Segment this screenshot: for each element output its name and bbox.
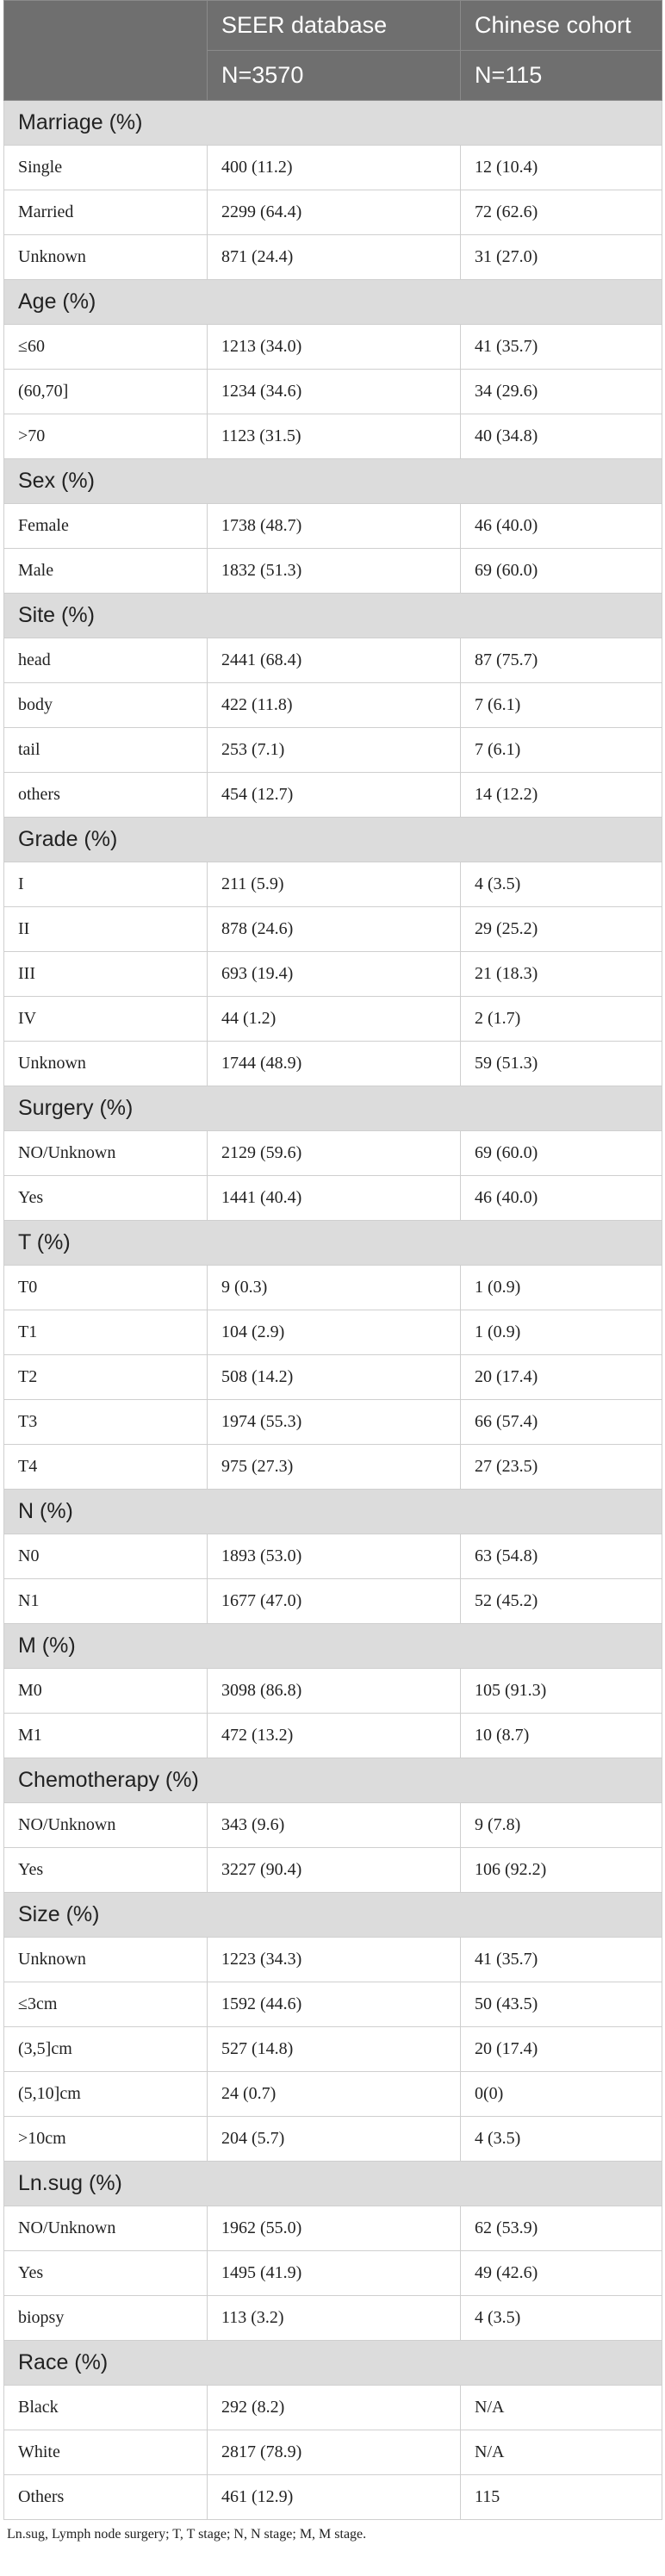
row-label: T0	[4, 1266, 208, 1310]
row-label: White	[4, 2430, 208, 2475]
table-footnote: Ln.sug, Lymph node surgery; T, T stage; N, N stage; M, M stage.	[7, 2527, 367, 2542]
row-label: Married	[4, 190, 208, 235]
seer-value: 104 (2.9)	[208, 1310, 461, 1355]
section-title: M (%)	[4, 1624, 662, 1669]
row-label: body	[4, 683, 208, 728]
row-label: IV	[4, 997, 208, 1042]
table-row	[4, 1579, 662, 1624]
seer-value: 461 (12.9)	[208, 2475, 461, 2520]
row-label: Yes	[4, 2251, 208, 2296]
row-label: (60,70]	[4, 370, 208, 414]
seer-value: 3098 (86.8)	[208, 1669, 461, 1714]
seer-value: 1893 (53.0)	[208, 1534, 461, 1579]
row-label: Unknown	[4, 1042, 208, 1086]
row-label: Yes	[4, 1176, 208, 1221]
table-row	[4, 146, 662, 190]
row-label: I	[4, 862, 208, 907]
chinese-value: 115	[461, 2475, 662, 2520]
table-row	[4, 190, 662, 235]
seer-value: 400 (11.2)	[208, 146, 461, 190]
chinese-value: 14 (12.2)	[461, 773, 662, 818]
section-row	[4, 101, 662, 146]
section-title: N (%)	[4, 1490, 662, 1534]
chinese-value: 0(0)	[461, 2072, 662, 2117]
chinese-value: 59 (51.3)	[461, 1042, 662, 1086]
chinese-value: 4 (3.5)	[461, 2117, 662, 2162]
row-label: Others	[4, 2475, 208, 2520]
section-title: Surgery (%)	[4, 1086, 662, 1131]
chinese-value: 12 (10.4)	[461, 146, 662, 190]
table-row	[4, 325, 662, 370]
seer-value: 343 (9.6)	[208, 1803, 461, 1848]
row-label: II	[4, 907, 208, 952]
row-label: Black	[4, 2386, 208, 2430]
row-label: Male	[4, 549, 208, 594]
seer-value: 1123 (31.5)	[208, 414, 461, 459]
section-row	[4, 459, 662, 504]
section-title: Race (%)	[4, 2341, 662, 2386]
chinese-value: 49 (42.6)	[461, 2251, 662, 2296]
section-title: Chemotherapy (%)	[4, 1758, 662, 1803]
table-row	[4, 862, 662, 907]
table-row	[4, 414, 662, 459]
seer-value: 1495 (41.9)	[208, 2251, 461, 2296]
section-title: Grade (%)	[4, 818, 662, 862]
section-title: Age (%)	[4, 280, 662, 325]
row-label: Female	[4, 504, 208, 549]
table-row	[4, 2386, 662, 2430]
seer-value: 1213 (34.0)	[208, 325, 461, 370]
seer-value: 1677 (47.0)	[208, 1579, 461, 1624]
section-title: Site (%)	[4, 594, 662, 638]
row-label: ≤3cm	[4, 1982, 208, 2027]
section-title: Ln.sug (%)	[4, 2162, 662, 2206]
seer-value: 2441 (68.4)	[208, 638, 461, 683]
table-row	[4, 1445, 662, 1490]
chinese-value: 69 (60.0)	[461, 549, 662, 594]
chinese-value: 9 (7.8)	[461, 1803, 662, 1848]
table-row	[4, 2251, 662, 2296]
table-row	[4, 1042, 662, 1086]
section-row	[4, 2162, 662, 2206]
section-row	[4, 594, 662, 638]
seer-value: 204 (5.7)	[208, 2117, 461, 2162]
table-row	[4, 952, 662, 997]
row-label: Unknown	[4, 235, 208, 280]
seer-value: 292 (8.2)	[208, 2386, 461, 2430]
seer-value: 878 (24.6)	[208, 907, 461, 952]
section-row	[4, 818, 662, 862]
row-label: M1	[4, 1714, 208, 1758]
section-row	[4, 1624, 662, 1669]
seer-value: 2299 (64.4)	[208, 190, 461, 235]
section-row	[4, 280, 662, 325]
row-label: biopsy	[4, 2296, 208, 2341]
table-body	[4, 101, 662, 2520]
row-label: T4	[4, 1445, 208, 1490]
table-row	[4, 1355, 662, 1400]
table-row	[4, 2430, 662, 2475]
chinese-value: 63 (54.8)	[461, 1534, 662, 1579]
seer-value: 508 (14.2)	[208, 1355, 461, 1400]
table-row	[4, 549, 662, 594]
table-row	[4, 2072, 662, 2117]
table-row	[4, 1176, 662, 1221]
chinese-value: 7 (6.1)	[461, 728, 662, 773]
row-label: tail	[4, 728, 208, 773]
chinese-value: 106 (92.2)	[461, 1848, 662, 1893]
seer-value: 2129 (59.6)	[208, 1131, 461, 1176]
table-row	[4, 1803, 662, 1848]
section-row	[4, 1221, 662, 1266]
chinese-value: 40 (34.8)	[461, 414, 662, 459]
seer-value: 693 (19.4)	[208, 952, 461, 997]
chinese-value: 69 (60.0)	[461, 1131, 662, 1176]
chinese-value: N/A	[461, 2386, 662, 2430]
seer-value: 1223 (34.3)	[208, 1938, 461, 1982]
chinese-value: 29 (25.2)	[461, 907, 662, 952]
chinese-value: 4 (3.5)	[461, 2296, 662, 2341]
row-label: >70	[4, 414, 208, 459]
chinese-value: 50 (43.5)	[461, 1982, 662, 2027]
table-row	[4, 773, 662, 818]
table-row	[4, 1982, 662, 2027]
chinese-value: 10 (8.7)	[461, 1714, 662, 1758]
row-label: Single	[4, 146, 208, 190]
chinese-value: 34 (29.6)	[461, 370, 662, 414]
row-label: (5,10]cm	[4, 2072, 208, 2117]
chinese-value: 46 (40.0)	[461, 1176, 662, 1221]
seer-value: 1592 (44.6)	[208, 1982, 461, 2027]
seer-value: 472 (13.2)	[208, 1714, 461, 1758]
seer-value: 113 (3.2)	[208, 2296, 461, 2341]
header-blank-cell	[4, 1, 208, 101]
table-row	[4, 2206, 662, 2251]
chinese-value: 105 (91.3)	[461, 1669, 662, 1714]
chinese-value: 31 (27.0)	[461, 235, 662, 280]
table-row	[4, 370, 662, 414]
chinese-value: 2 (1.7)	[461, 997, 662, 1042]
row-label: T2	[4, 1355, 208, 1400]
table-row	[4, 1714, 662, 1758]
chinese-value: 27 (23.5)	[461, 1445, 662, 1490]
table-row	[4, 1310, 662, 1355]
seer-value: 1962 (55.0)	[208, 2206, 461, 2251]
table-row	[4, 2117, 662, 2162]
chinese-value: 1 (0.9)	[461, 1266, 662, 1310]
row-label: Unknown	[4, 1938, 208, 1982]
chinese-value: 66 (57.4)	[461, 1400, 662, 1445]
chinese-value: 87 (75.7)	[461, 638, 662, 683]
seer-value: 2817 (78.9)	[208, 2430, 461, 2475]
seer-value: 975 (27.3)	[208, 1445, 461, 1490]
seer-value: 454 (12.7)	[208, 773, 461, 818]
seer-value: 422 (11.8)	[208, 683, 461, 728]
table-row	[4, 2475, 662, 2520]
seer-value: 24 (0.7)	[208, 2072, 461, 2117]
seer-value: 871 (24.4)	[208, 235, 461, 280]
row-label: N0	[4, 1534, 208, 1579]
row-label: M0	[4, 1669, 208, 1714]
row-label: T3	[4, 1400, 208, 1445]
table-row	[4, 1400, 662, 1445]
section-title: T (%)	[4, 1221, 662, 1266]
section-row	[4, 2341, 662, 2386]
table-row	[4, 2296, 662, 2341]
row-label: ≤60	[4, 325, 208, 370]
section-row	[4, 1086, 662, 1131]
seer-value: 1974 (55.3)	[208, 1400, 461, 1445]
row-label: III	[4, 952, 208, 997]
seer-value: 527 (14.8)	[208, 2027, 461, 2072]
table-row	[4, 1266, 662, 1310]
table-header	[4, 1, 662, 101]
table-row	[4, 504, 662, 549]
seer-value: 1744 (48.9)	[208, 1042, 461, 1086]
table-row	[4, 2027, 662, 2072]
header-seer-title: SEER database	[208, 1, 461, 51]
seer-value: 1234 (34.6)	[208, 370, 461, 414]
seer-value: 253 (7.1)	[208, 728, 461, 773]
row-label: N1	[4, 1579, 208, 1624]
table-row	[4, 907, 662, 952]
section-row	[4, 1893, 662, 1938]
seer-value: 3227 (90.4)	[208, 1848, 461, 1893]
chinese-value: 52 (45.2)	[461, 1579, 662, 1624]
chinese-value: 21 (18.3)	[461, 952, 662, 997]
row-label: >10cm	[4, 2117, 208, 2162]
row-label: NO/Unknown	[4, 2206, 208, 2251]
chinese-value: 41 (35.7)	[461, 325, 662, 370]
table-row	[4, 1669, 662, 1714]
table-row	[4, 1131, 662, 1176]
seer-value: 1832 (51.3)	[208, 549, 461, 594]
section-title: Size (%)	[4, 1893, 662, 1938]
seer-value: 44 (1.2)	[208, 997, 461, 1042]
table-row	[4, 235, 662, 280]
header-chinese-n: N=115	[461, 51, 662, 101]
section-row	[4, 1758, 662, 1803]
characteristics-table	[3, 0, 662, 2520]
table-row	[4, 1848, 662, 1893]
table-row	[4, 1938, 662, 1982]
seer-value: 1441 (40.4)	[208, 1176, 461, 1221]
row-label: others	[4, 773, 208, 818]
chinese-value: 20 (17.4)	[461, 2027, 662, 2072]
row-label: (3,5]cm	[4, 2027, 208, 2072]
seer-value: 9 (0.3)	[208, 1266, 461, 1310]
seer-value: 211 (5.9)	[208, 862, 461, 907]
row-label: Yes	[4, 1848, 208, 1893]
chinese-value: N/A	[461, 2430, 662, 2475]
chinese-value: 7 (6.1)	[461, 683, 662, 728]
chinese-value: 62 (53.9)	[461, 2206, 662, 2251]
table-row	[4, 728, 662, 773]
seer-value: 1738 (48.7)	[208, 504, 461, 549]
table-row	[4, 683, 662, 728]
chinese-value: 41 (35.7)	[461, 1938, 662, 1982]
section-title: Sex (%)	[4, 459, 662, 504]
header-seer-n: N=3570	[208, 51, 461, 101]
chinese-value: 72 (62.6)	[461, 190, 662, 235]
chinese-value: 46 (40.0)	[461, 504, 662, 549]
row-label: NO/Unknown	[4, 1803, 208, 1848]
section-row	[4, 1490, 662, 1534]
table-row	[4, 997, 662, 1042]
row-label: head	[4, 638, 208, 683]
row-label: NO/Unknown	[4, 1131, 208, 1176]
row-label: T1	[4, 1310, 208, 1355]
chinese-value: 1 (0.9)	[461, 1310, 662, 1355]
table-row	[4, 1534, 662, 1579]
header-chinese-title: Chinese cohort	[461, 1, 662, 51]
table-row	[4, 638, 662, 683]
chinese-value: 20 (17.4)	[461, 1355, 662, 1400]
chinese-value: 4 (3.5)	[461, 862, 662, 907]
section-title: Marriage (%)	[4, 101, 662, 146]
